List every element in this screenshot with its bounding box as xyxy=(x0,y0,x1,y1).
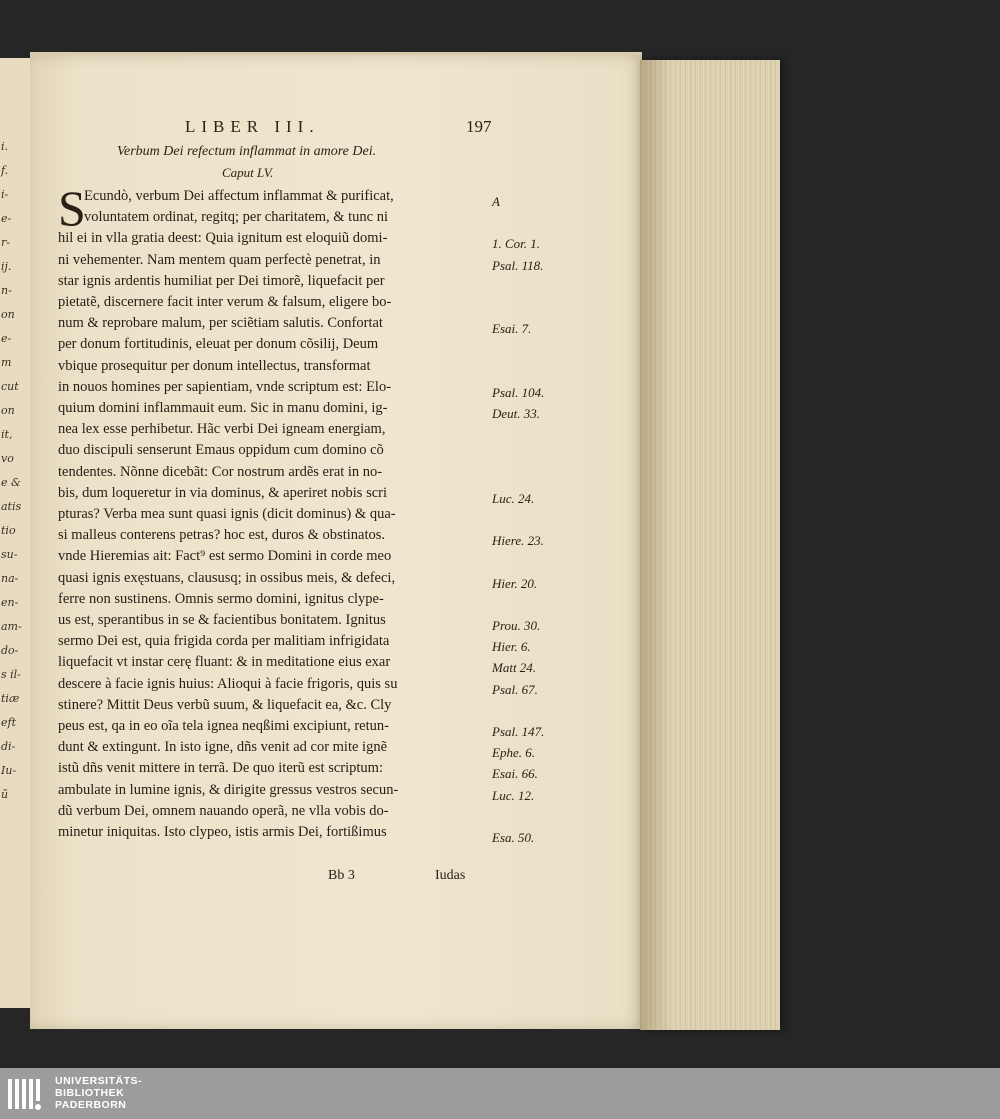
margin-note: Psal. 118. xyxy=(492,257,544,273)
left-page-text: e- xyxy=(1,332,12,345)
margin-note: A xyxy=(492,194,500,209)
body-line: dũ verbum Dei, omnem nauando operã, ne vlla vobis do- xyxy=(58,802,389,819)
margin-note: Hier. 20. xyxy=(492,575,538,591)
margin-note: Ephe. 6. xyxy=(492,745,535,761)
left-page-text: na- xyxy=(1,572,19,585)
drop-cap: S xyxy=(58,180,86,236)
body-line: nea lex esse perhibetur. Hãc verbi Dei igneam energiam, xyxy=(58,421,386,438)
margin-note: Esa. 50. xyxy=(492,830,535,845)
margin-note: Psal. 67. xyxy=(492,681,538,697)
left-page-text: eft xyxy=(1,716,17,729)
caput-heading: Caput LV. xyxy=(222,165,274,180)
institution-line-3: PADERBORN xyxy=(55,1099,127,1111)
body-line: istũ dñs venit mittere in terrã. De quo iterũ est scriptum: xyxy=(58,760,383,777)
left-page-text: e- xyxy=(1,212,12,225)
page-edges xyxy=(640,60,780,1030)
body-line: vnde Hieremias ait: Fact⁹ est sermo Domini in corde meo xyxy=(58,548,392,565)
left-page-text: m xyxy=(1,356,12,369)
margin-note: Esai. 66. xyxy=(492,766,538,782)
left-page-text: e & xyxy=(1,476,21,489)
margin-note: Hiere. 23. xyxy=(492,533,544,549)
margin-note: 1. Cor. 1. xyxy=(492,236,541,252)
margin-note: Luc. 12. xyxy=(492,787,535,803)
left-page-text: su- xyxy=(1,548,18,561)
body-line: num & reprobare malum, per sciẽtiam salutis. Confortat xyxy=(58,315,383,332)
margin-note: Deut. 33. xyxy=(492,406,541,421)
body-line: descere à facie ignis huius: Alioqui à facie frigoris, quis su xyxy=(58,675,398,692)
signature-mark: Bb 3 xyxy=(328,868,355,883)
body-line: pietatẽ, discernere facit inter verum & falsum, eligere bo- xyxy=(58,294,392,310)
left-page-text: ũ xyxy=(1,788,9,801)
body-line: pturas? Verba mea sunt quasi ignis (dicit dominus) & qua- xyxy=(58,506,396,522)
margin-note: Esai. 7. xyxy=(492,321,532,337)
left-page-text: en- xyxy=(1,596,19,609)
left-page-text: r- xyxy=(1,236,10,249)
left-page-text: n- xyxy=(1,284,12,297)
body-line: dunt & extingunt. In isto igne, dñs venit ad cor mite ignẽ xyxy=(58,739,388,756)
left-page-fragment xyxy=(0,58,32,1008)
left-page-text: tio xyxy=(1,524,16,537)
left-page-text: s il- xyxy=(1,668,21,681)
left-page-text: f. xyxy=(1,164,9,177)
body-line: minetur iniquitas. Isto clypeo, istis armis Dei, fortißimus xyxy=(58,824,387,840)
left-page-text: on xyxy=(1,308,15,321)
margin-note: Psal. 104. xyxy=(492,384,545,400)
body-line: ni vehementer. Nam mentem quam perfectè penetrat, in xyxy=(58,251,381,268)
margin-note: Matt 24. xyxy=(492,660,537,676)
catchword: Iudas xyxy=(435,868,466,883)
left-page-text: vo xyxy=(1,452,14,465)
left-page-text: ij. xyxy=(1,260,12,273)
body-line: stinere? Mittit Deus verbũ suum, & liquefacit ea, &c. Cly xyxy=(58,696,392,713)
body-line: si malleus conterens petras? hoc est, duros & obstinatos. xyxy=(58,527,385,544)
left-page-text: Iu- xyxy=(1,764,17,777)
left-page-text: i- xyxy=(1,188,9,201)
left-page-text: on xyxy=(1,404,15,417)
body-line: ferre non sustinens. Omnis sermo domini, ignitus clype- xyxy=(58,590,384,607)
body-line: star ignis ardentis humiliat per Dei timorẽ, liquefacit per xyxy=(58,272,385,289)
body-line: ambulate in lumine ignis, & dirigite gressus vestros secun- xyxy=(58,781,399,798)
body-line: in nouos homines per sapientiam, vnde scriptum est: Elo- xyxy=(58,378,392,395)
body-line: peus est, qa in eo oĩa tela ignea neqßimi excipiunt, retun- xyxy=(58,718,389,734)
body-line: quium domini inflammauit eum. Sic in manu domini, ig- xyxy=(58,400,388,416)
institution-line-1: UNIVERSITÄTS- xyxy=(55,1075,143,1087)
left-page-text: do- xyxy=(1,644,19,657)
body-line: us est, sperantibus in se & facientibus bonitatem. Ignitus xyxy=(58,612,386,628)
chapter-title: Verbum Dei refectum inflammat in amore Dei. xyxy=(117,144,377,159)
left-page-text: am- xyxy=(1,620,22,633)
left-page-text: tiæ xyxy=(1,692,20,705)
institution-name xyxy=(55,1075,142,1111)
library-logo-icon xyxy=(7,1075,45,1113)
library-footer xyxy=(0,1068,1000,1119)
margin-note: Hier. 6. xyxy=(492,639,531,655)
institution-line-2: BIBLIOTHEK xyxy=(55,1087,125,1099)
left-page-text: cut xyxy=(1,380,19,393)
left-page-text: i. xyxy=(1,140,9,153)
left-page-text: atis xyxy=(1,500,22,513)
margin-note: Psal. 147. xyxy=(492,724,545,739)
left-page-text: di- xyxy=(1,740,16,753)
body-line: bis, dum loqueretur in via dominus, & aperiret nobis scri xyxy=(58,484,388,501)
body-line: Ecundò, verbum Dei affectum inflammat & purificat, xyxy=(84,188,394,204)
body-line: hil ei in vlla gratia deest: Quia ignitum est eloquiũ domi- xyxy=(58,230,388,247)
running-head: LIBER III. xyxy=(185,117,320,136)
body-line: quasi ignis exęstuans, claususq; in ossibus meis, & defeci, xyxy=(58,569,396,586)
page-number: 197 xyxy=(466,117,492,136)
margin-note: Luc. 24. xyxy=(492,490,535,506)
body-line: liquefacit vt instar cerę fluant: & in meditatione eius exar xyxy=(58,654,391,671)
body-line: tendentes. Nõnne dicebãt: Cor nostrum ardẽs erat in no- xyxy=(58,463,383,480)
body-line: per donum fortitudinis, eleuat per donum cõsilij, Deum xyxy=(58,336,379,353)
left-page-text: it, xyxy=(1,428,13,441)
body-line: duo discipuli senserunt Emaus oppidum cum domino cõ xyxy=(58,442,384,459)
body-line: vbique prosequitur per donum intellectus, transformat xyxy=(58,357,371,374)
margin-note: Prou. 30. xyxy=(492,618,541,633)
body-line: voluntatem ordinat, regitq; per charitatem, & tunc ni xyxy=(84,209,389,226)
body-line: sermo Dei est, quia frigida corda per malitiam infrigidata xyxy=(58,633,390,650)
